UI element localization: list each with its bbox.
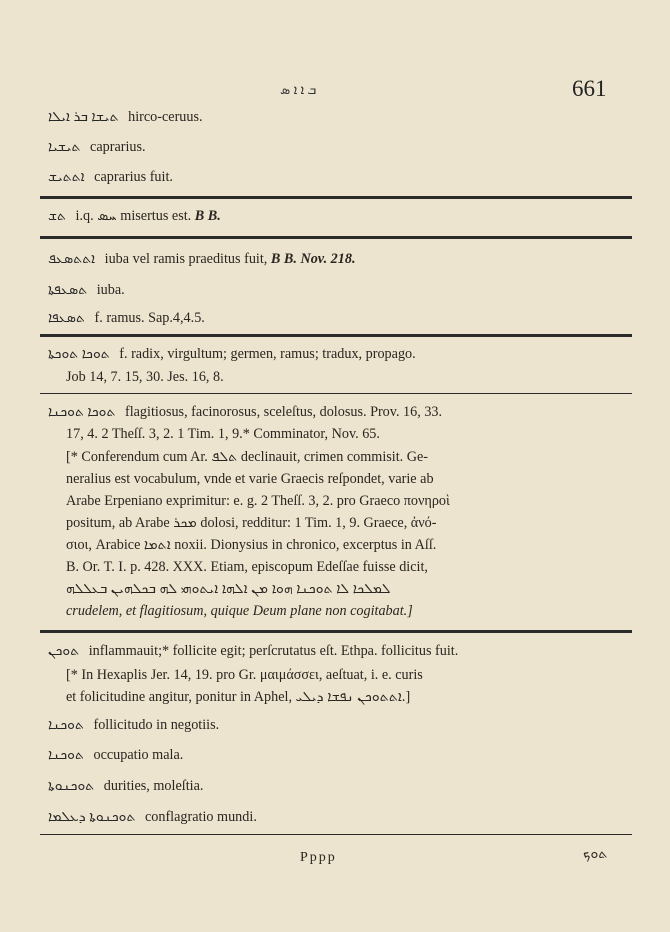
note-line: B. Or. T. I. p. 428. XXX. Etiam, episcopum Edeſſae fuisse dicit,: [66, 559, 428, 575]
lexicon-entry: [48, 205, 623, 228]
entry-definition: iuba vel ramis praeditus fuit,: [104, 251, 268, 267]
section-rule: [40, 393, 632, 394]
entry-continuation: Job 14, 7. 15, 30. Jes. 16, 8.: [66, 369, 224, 385]
syriac-headword: ܬܝܫܐ ܒܪ ܐܝܠܐ: [48, 110, 119, 125]
lexicon-entry: [48, 248, 623, 271]
lexicon-entry: [48, 166, 623, 189]
syriac-headword: ܬܘܟܢܐ: [48, 718, 84, 733]
entry-continuation: 17, 4. 2 Theſſ. 3, 2. 1 Tim. 1, 9.* Comminator, Nov. 65.: [66, 426, 380, 442]
syriac-headword: ܬܝܫܝܐ: [48, 140, 81, 155]
section-rule: [40, 630, 632, 633]
section-rule: [40, 196, 632, 199]
entry-definition: inflammauit;* follicite egit; perſcrutatus eſt. Ethpa. follicitus fuit.: [88, 643, 459, 659]
note-line: Arabe Erpeniano exprimitur: e. g. 2 Theſſ. 3, 2. pro Graeco πονηροὶ: [66, 493, 450, 509]
lexicon-entry: [48, 279, 623, 302]
note-line: positum, ab Arabe ܡܟܪ dolosi, redditur: 1 Tim. 1, 9. Graece, ἀνό-: [66, 515, 437, 531]
lexicon-entry: [48, 136, 623, 159]
running-head: ܒ ܐ ܐ ܣ: [280, 82, 317, 97]
entry-definition: hirco-ceruus.: [128, 109, 203, 125]
entry-definition: follicitudo in negotiis.: [93, 717, 220, 733]
lexicon-entry: [48, 640, 623, 663]
entry-definition: i.q. ܚܣ misertus est.: [75, 208, 192, 224]
entry-definition: caprarius.: [90, 139, 146, 155]
syriac-headword: ܬܘܟܐ ܬܘܟܬܐ: [48, 347, 110, 362]
note-line: [* Conferendum cum Ar. ܬܠܦ declinauit, crimen commisit. Ge-: [66, 449, 429, 465]
note-line: [* In Hexaplis Jer. 14, 19. pro Gr. μαιμάσσει, aeſtuat, i. e. curis: [66, 667, 423, 683]
syriac-headword: ܬܣܥܦܬܐ: [48, 283, 88, 298]
syriac-headword: ܬܫ: [48, 209, 66, 224]
entry-definition: durities, moleſtia.: [103, 778, 204, 794]
lexicon-entry: [48, 806, 623, 829]
syriac-headword: ܬܣܥܦܐ: [48, 311, 85, 326]
section-rule: [40, 334, 632, 337]
source-reference: B B. Nov. 218.: [270, 251, 356, 267]
syriac-headword: ܬܘܟܐ ܬܘܟܢܐ: [48, 405, 116, 420]
lexicon-entry: [48, 401, 623, 424]
note-line: crudelem, et flagitiosum, quique Deum plane non cogitabat.]: [66, 603, 413, 619]
lexicon-entry: [48, 307, 623, 330]
syriac-headword: ܐܬܬܝܫ: [48, 170, 85, 185]
signature-mark: Pppp: [300, 850, 337, 865]
source-reference: B B.: [194, 208, 221, 224]
lexicon-entry: [48, 714, 623, 737]
footer-rule: [40, 834, 632, 835]
lexicon-entry: [48, 775, 623, 798]
lexicon-entry: [48, 343, 623, 366]
note-line: et folicitudine angitur, ponitur in Aphel, ܐܬܬܘܟܢ ܢܦܫܐ ܕܝܠܝ.]: [66, 689, 411, 705]
entry-definition: occupatio mala.: [93, 747, 184, 763]
syriac-headword: ܬܘܟܢܐ: [48, 748, 84, 763]
lexicon-entry: [48, 744, 623, 767]
syriac-headword: ܬܘܟܢܘܬܐ ܕܥܠܡܐ: [48, 810, 136, 825]
entry-definition: iuba.: [96, 282, 125, 298]
note-line: σιοι, Arabice ܐܬܡܐ noxii. Dionysius in chronico, excerptus in Aſſ.: [66, 537, 437, 553]
syriac-headword: ܐܬܬܣܥܦ: [48, 252, 96, 267]
note-line: ܠܡܠܟܐ ܠܐ ܬܘܟܢܐ ܗܘܐ ܡܢ ܐܠܗܐ ܐܝܬܘܗܝ ܠܗ ܒܟܠܗܝܢ ܒܥܠܠܗ: [66, 581, 391, 597]
page-number: 661: [572, 76, 607, 101]
syriac-headword: ܬܘܟܢ: [48, 644, 80, 659]
note-line: neralius est vocabulum, vnde et varie Graecis reſpondet, varie ab: [66, 471, 434, 487]
syriac-headword: ܬܘܟܢܘܬܐ: [48, 779, 95, 794]
entry-definition: caprarius fuit.: [94, 169, 173, 185]
entry-definition: conflagratio mundi.: [144, 809, 257, 825]
lexicon-entry: [48, 106, 623, 129]
entry-definition: flagitiosus, facinorosus, sceleſtus, dolosus. Prov. 16, 33.: [124, 404, 443, 420]
catchword: ܬܘܟ: [583, 847, 608, 862]
entry-definition: f. radix, virgultum; germen, ramus; tradux, propago.: [119, 346, 416, 362]
entry-definition: f. ramus. Sap.4,4.5.: [94, 310, 205, 326]
section-rule: [40, 236, 632, 239]
